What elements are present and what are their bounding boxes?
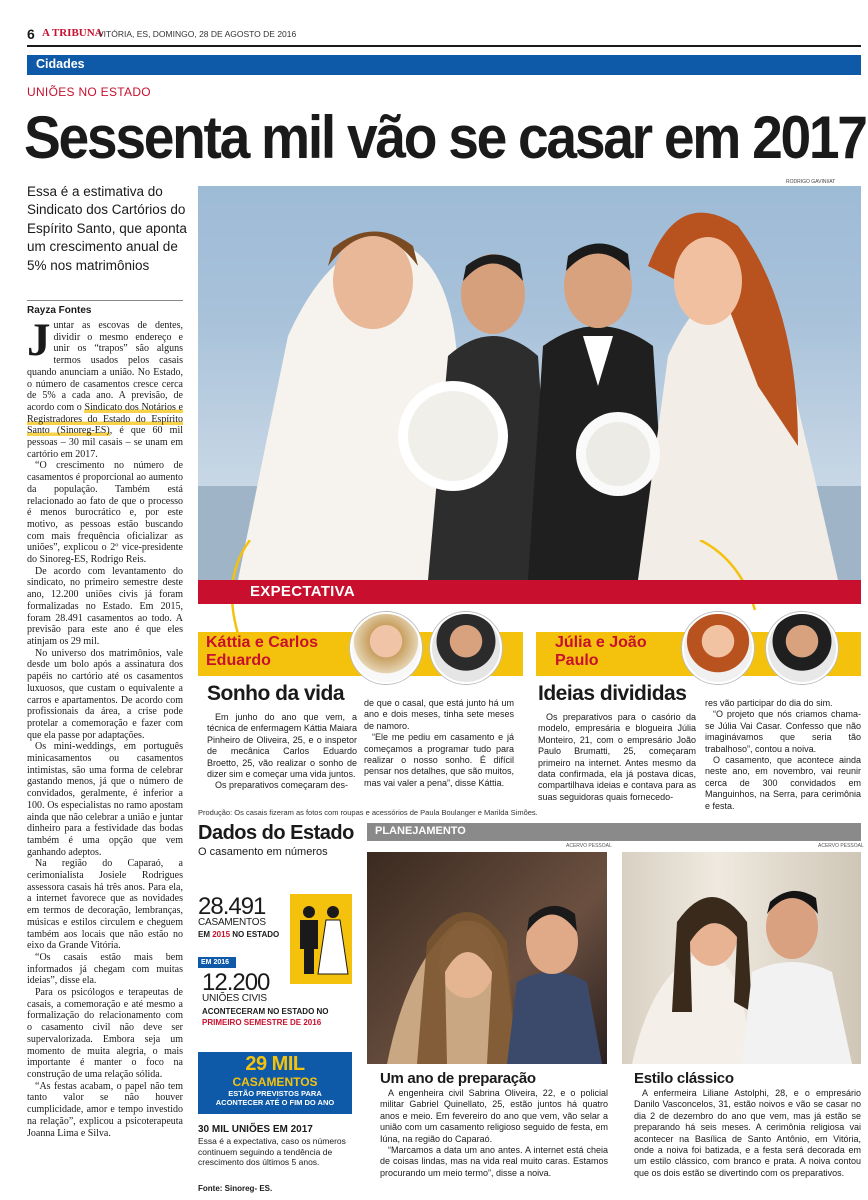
- stat-text: EM: [198, 930, 213, 939]
- section-label: Cidades: [36, 57, 85, 71]
- stat-2016-label: UNIÕES CIVIS: [202, 993, 267, 1004]
- avatar-kattia: [350, 612, 422, 684]
- couple-figure-box: [290, 894, 352, 984]
- body-paragraph: No universo dos matrimônios, vale desde um bolo após a assinatura dos papéis no cartório até os casamentos luxuosos, que custam o equivalente a carros e apartamentos. De acordo com profissionais da área, a crise pode protelar a comemoração e fazer com que ela passe por adaptações.: [27, 647, 183, 741]
- photo-credit: RODRIGO GAVINI/AT: [786, 179, 836, 185]
- box-title: 30 MIL UNIÕES EM 2017: [198, 1124, 313, 1135]
- kicker: UNIÕES NO ESTADO: [27, 85, 151, 99]
- avatar-carlos: [430, 612, 502, 684]
- couple-left-col1: [207, 712, 357, 792]
- stat-text: NO ESTADO: [230, 930, 280, 939]
- avatar-julia: [682, 612, 754, 684]
- couple-left-col2: [364, 698, 514, 789]
- body-paragraph: “Marcamos a data um ano antes. A internet está cheia de coisas lindas, mas na vida real muito caras. Estamos procurando um meio termo”, disse a noiva.: [380, 1145, 608, 1178]
- stat-2017-sub: ESTÃO PREVISTOS PARA ACONTECER ATÉ O FIM DO ANO: [215, 1089, 335, 1107]
- header-rule: [27, 45, 861, 47]
- couple-right-title: Ideias divididas: [538, 682, 687, 705]
- deck: Essa é a estimativa do Sindicato dos Cartórios do Espírito Santo, que aponta um crescimento anual de 5% nos matrimônios: [27, 184, 187, 273]
- plan-right-body: [634, 1088, 861, 1179]
- stat-2016-tag: EM 2016: [198, 957, 236, 968]
- body-paragraph: Para os psicólogos e terapeutas de casais, a comemoração e até mesmo a formalização do relacionamento com o casamento civil não deve ser supervalorizada. Embora seja um momento de muita alegria, o mais importante é manter o foco na construção de uma relação sólida.: [27, 987, 183, 1080]
- body-paragraph: Os preparativos começaram des-: [215, 780, 349, 791]
- body-paragraph: Os preparativos para o casório da modelo, empresária e blogueira Júlia Monteiro, 21, com o empresário João Paulo Brumatti, 25, começaram primeiro na internet. Antes mesmo da data confirmada, ela já postava dicas, compartilhava ideias e contava para as suas seguidoras quais fornecedo-: [538, 712, 696, 802]
- body-paragraph: Os mini-weddings, em português minicasamentos ou casamentos intimistas, são uma forma de celebrar gastando menos, já que o número de convidados, geralmente, é inferior a 100. Os especialistas no ramo apostam ainda que não celebrar a união e juntar dinheiro para a festividade das bodas também é uma opção que vem ganhando adeptos.: [27, 741, 183, 858]
- couple-left-title: Sonho da vida: [207, 682, 345, 705]
- dateline: VITÓRIA, ES, DOMINGO, 28 DE AGOSTO DE 2016: [98, 29, 297, 39]
- couple-right-col2: [705, 698, 861, 812]
- stat-2015-sub: [198, 930, 279, 939]
- section-bar: [27, 55, 861, 75]
- drop-cap: J: [27, 320, 51, 366]
- stat-2015-value: 28.491: [198, 893, 266, 920]
- body-paragraph: “As festas acabam, o papel não tem tanto valor se não houver cumplicidade, amor e tempo investido na relação”, explicou a psicoterapeuta Joanna Lima e Silva.: [27, 1080, 183, 1139]
- body-paragraph: A enfermeira Liliane Astolphi, 28, e o empresário Danilo Vasconcelos, 31, estão noivos e vão se casar no dia 2 de dezembro do ano que vem, mas já estão se preparando há seis meses. A cerimônia religiosa vai acontecer na Basílica de Santo Antônio, em Vitória, onde a noiva foi batizada, e a festa será decorada em um estilo clássico, com branco e prata. A noiva contou que os dois estão se divertindo com os preparativos.: [634, 1088, 861, 1178]
- stat-2016-sub2: PRIMEIRO SEMESTRE DE 2016: [202, 1018, 322, 1027]
- couple-right-col1: [538, 712, 696, 803]
- source: Fonte: Sinoreg- ES.: [198, 1184, 273, 1193]
- main-photo: [198, 186, 861, 580]
- couples-illustration: [198, 186, 861, 580]
- plan-left-body: [380, 1088, 608, 1179]
- photo-credit-left: ACERVO PESSOAL: [566, 843, 612, 849]
- body-paragraph: “O crescimento no número de casamentos é proporcional ao aumento da população. Também está relacionado ao fato de que o processo é menos burocrático e, por este motivo, as pessoas estão buscando com mais frequência oficializar as uniões”, explicou o 2º vice-presidente do Sinoreg-ES, Rodrigo Reis.: [27, 460, 183, 566]
- stat-2017-value: 29 MIL: [245, 1053, 305, 1075]
- body-paragraph: Na região do Caparaó, a cerimonialista Josiele Rodrigues assessora casais há três anos. Para ela, a internet favorece que as novidades em termos de decoração, lembranças, músicas e estilos circulem e cheguem também aos locais que não estão no eixo da Grande Vitória.: [27, 858, 183, 952]
- page-number: 6: [27, 26, 35, 42]
- couple-left-names: Káttia e Carlos Eduardo: [206, 634, 319, 669]
- expectativa-label: EXPECTATIVA: [250, 583, 355, 600]
- byline-rule: [27, 300, 183, 301]
- stat-2015-label: CASAMENTOS: [198, 917, 266, 928]
- body-paragraph: de que o casal, que está junto há um ano e dois meses, tinha sete meses de namoro.: [364, 698, 514, 731]
- couple-photo-illustration: [367, 852, 607, 1064]
- couple-photo-illustration: [622, 852, 861, 1064]
- dados-subtitle: O casamento em números: [198, 846, 328, 858]
- headline: Sessenta mil vão se casar em 2017: [24, 104, 866, 171]
- dados-title: Dados do Estado: [198, 822, 354, 844]
- plan-left-title: Um ano de preparação: [380, 1070, 536, 1087]
- stat-year: 2015: [212, 930, 231, 939]
- production-credit: Produção: Os casais fizeram as fotos com roupas e acessórios de Paula Boulanger e Marilda Simões.: [198, 808, 538, 817]
- bride-groom-icon: [290, 894, 352, 984]
- box-text: Essa é a expectativa, caso os números continuem seguindo a tendência de crescimento dos últimos 5 anos.: [198, 1136, 346, 1167]
- body-paragraph: “Os casais estão mais bem informados já chegam com muitas ideias”, disse ela.: [27, 951, 183, 987]
- couple-right-names: Júlia e João Paulo: [555, 634, 647, 669]
- avatar-joao-paulo: [766, 612, 838, 684]
- newspaper-logo: A TRIBUNA: [42, 27, 103, 39]
- stat-2016-value: 12.200: [202, 969, 270, 996]
- body-paragraph: “Ele me pediu em casamento e já começamos a programar tudo para realizar o nosso sonho. É difícil pensar nos detalhes, que são muitos, mas vai valer a pena”, disse Káttia.: [364, 732, 514, 788]
- body-paragraph: untar as escovas de dentes, dividir o mesmo endereço e unir os “trapos” são alguns termos usados pelos casais quando anunciam a união. No Estado, o número de casamentos cresce cerca de 5% a cada ano. A previsão, de acordo com o: [27, 320, 183, 413]
- body-paragraph: Em junho do ano que vem, a técnica de enfermagem Káttia Maiara Pinheiro de Oliveira, 25, e o inspetor de mecânica Carlos Eduardo Broetto, 25, vão realizar o sonho de dizer sim e começar uma vida juntos.: [207, 712, 357, 780]
- highlighted-text: Sindicato dos Notários e Registradores do Estado do Espírito Santo (Sinoreg-ES): [27, 401, 183, 437]
- photo-credit-right: ACERVO PESSOAL: [818, 843, 864, 849]
- stat-2017-label: CASAMENTOS: [232, 1075, 318, 1089]
- planejamento-label: PLANEJAMENTO: [375, 825, 466, 837]
- stat-2016-sub1: ACONTECERAM NO ESTADO NO: [202, 1007, 329, 1016]
- body-paragraph: res vão participar do dia do sim.: [705, 698, 833, 708]
- body-paragraph: O casamento, que acontece ainda neste ano, em novembro, vai reunir cerca de 300 convidados em Manguinhos, na Serra, para cerimônia e festa.: [705, 755, 861, 811]
- byline: Rayza Fontes: [27, 305, 92, 316]
- article-body: [27, 320, 183, 1190]
- body-paragraph: De acordo com levantamento do sindicato, no primeiro semestre deste ano, 12.200 uniões civis já foram formalizadas no Estado. Em 2015, foram 28.491 casamentos ao todo. A previsão para este ano é que eles atinjam os 29 mil.: [27, 565, 183, 647]
- body-paragraph: “O projeto que nós criamos chama-se Júlia Vai Casar. Confesso que não imaginávamos que seria tão trabalhoso”, contou a noiva.: [705, 709, 861, 754]
- body-paragraph: A engenheira civil Sabrina Oliveira, 22, e o policial militar Gabriel Quinellato, 25, estão juntos há quatro anos e meio. Em fevereiro do ano que vem, vão selar a união com um casamento religioso seguido de festa, em Iúna, na região do Caparaó.: [380, 1088, 608, 1144]
- photo-sabrina-gabriel: [367, 852, 607, 1064]
- photo-liliane-danilo: [622, 852, 861, 1064]
- body-paragraph: , é que 60 mil pessoas – 30 mil casais – se unam em cartório em 2017.: [27, 425, 183, 460]
- plan-right-title: Estilo clássico: [634, 1070, 734, 1087]
